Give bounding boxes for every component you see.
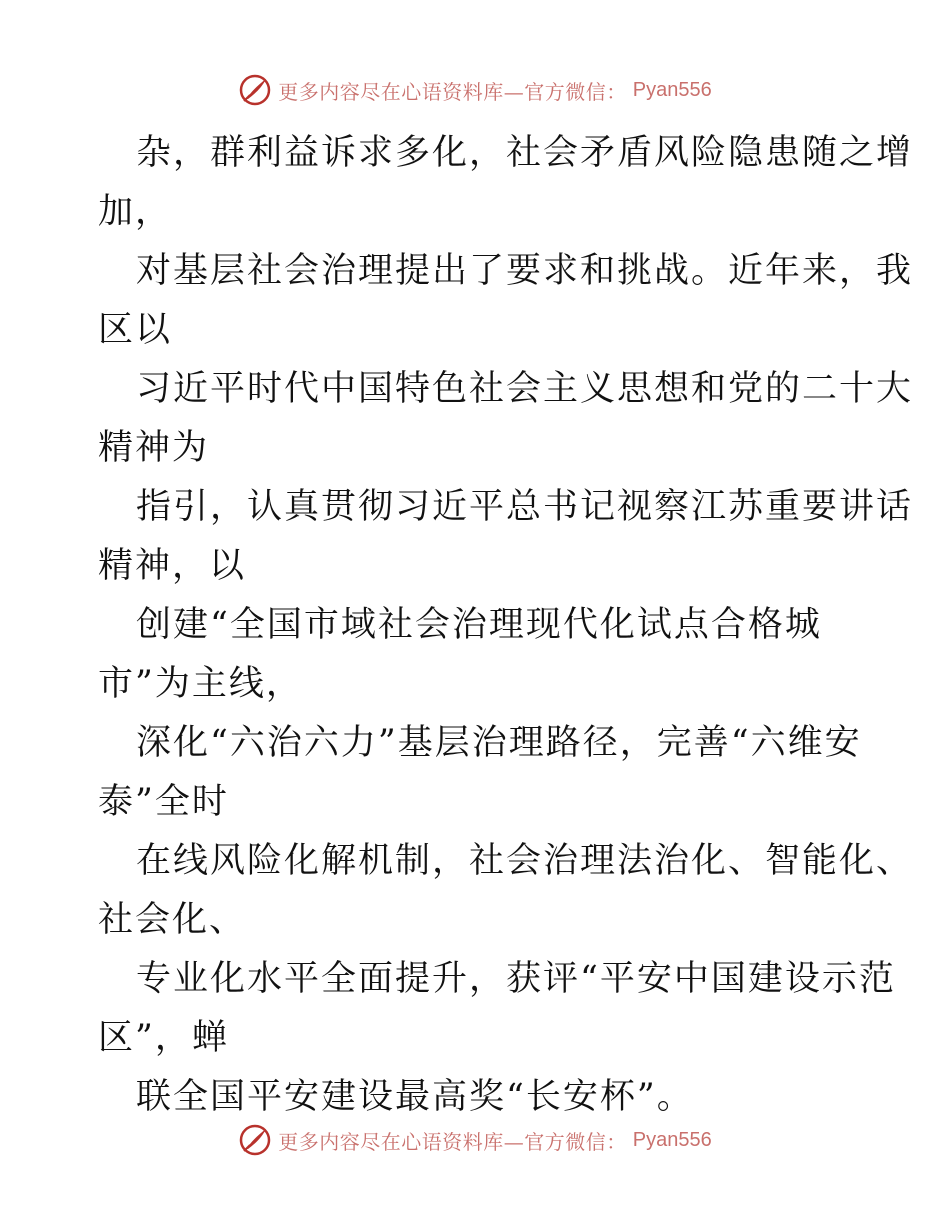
text-line: 指引，认真贯彻习近平总书记视察江苏重要讲话 [136,487,914,527]
text-line: 精神为 [98,428,210,468]
document-body [98,124,914,1127]
text-line: 社会化、 [98,900,247,940]
quill-logo-icon [238,73,272,107]
text-line: 杂，群利益诉求多化，社会矛盾风险隐患随之增 [136,133,914,173]
watermark-text: 更多内容尽在心语资料库—官方微信： [278,79,627,104]
text-line: 泰”全时 [98,782,229,822]
text-line: 区”，蝉 [98,1018,229,1058]
text-line: 市”为主线， [98,664,303,704]
watermark-text: 更多内容尽在心语资料库—官方微信： [278,1129,627,1154]
text-line: 创建“全国市域社会治理现代化试点合格城 [136,605,822,645]
watermark-id: Pyan556 [632,78,712,101]
text-line: 对基层社会治理提出了要求和挑战。近年来，我 [136,251,914,291]
text-line: 加， [98,192,173,232]
text-line: 在线风险化解机制，社会治理法治化、智能化、 [136,841,914,881]
quill-logo-icon [238,1123,272,1157]
watermark-id: Pyan556 [632,1128,712,1151]
text-line: 精神，以 [98,546,247,586]
text-line: 区以 [98,310,173,350]
text-line: 习近平时代中国特色社会主义思想和党的二十大 [136,369,914,409]
text-line: 联全国平安建设最高奖“长安杯”。 [136,1077,694,1117]
text-line: 深化“六治六力”基层治理路径，完善“六维安 [136,723,862,763]
watermark-header [0,70,950,110]
text-line: 专业化水平全面提升，获评“平安中国建设示范 [136,959,896,999]
watermark-footer [0,1120,950,1160]
